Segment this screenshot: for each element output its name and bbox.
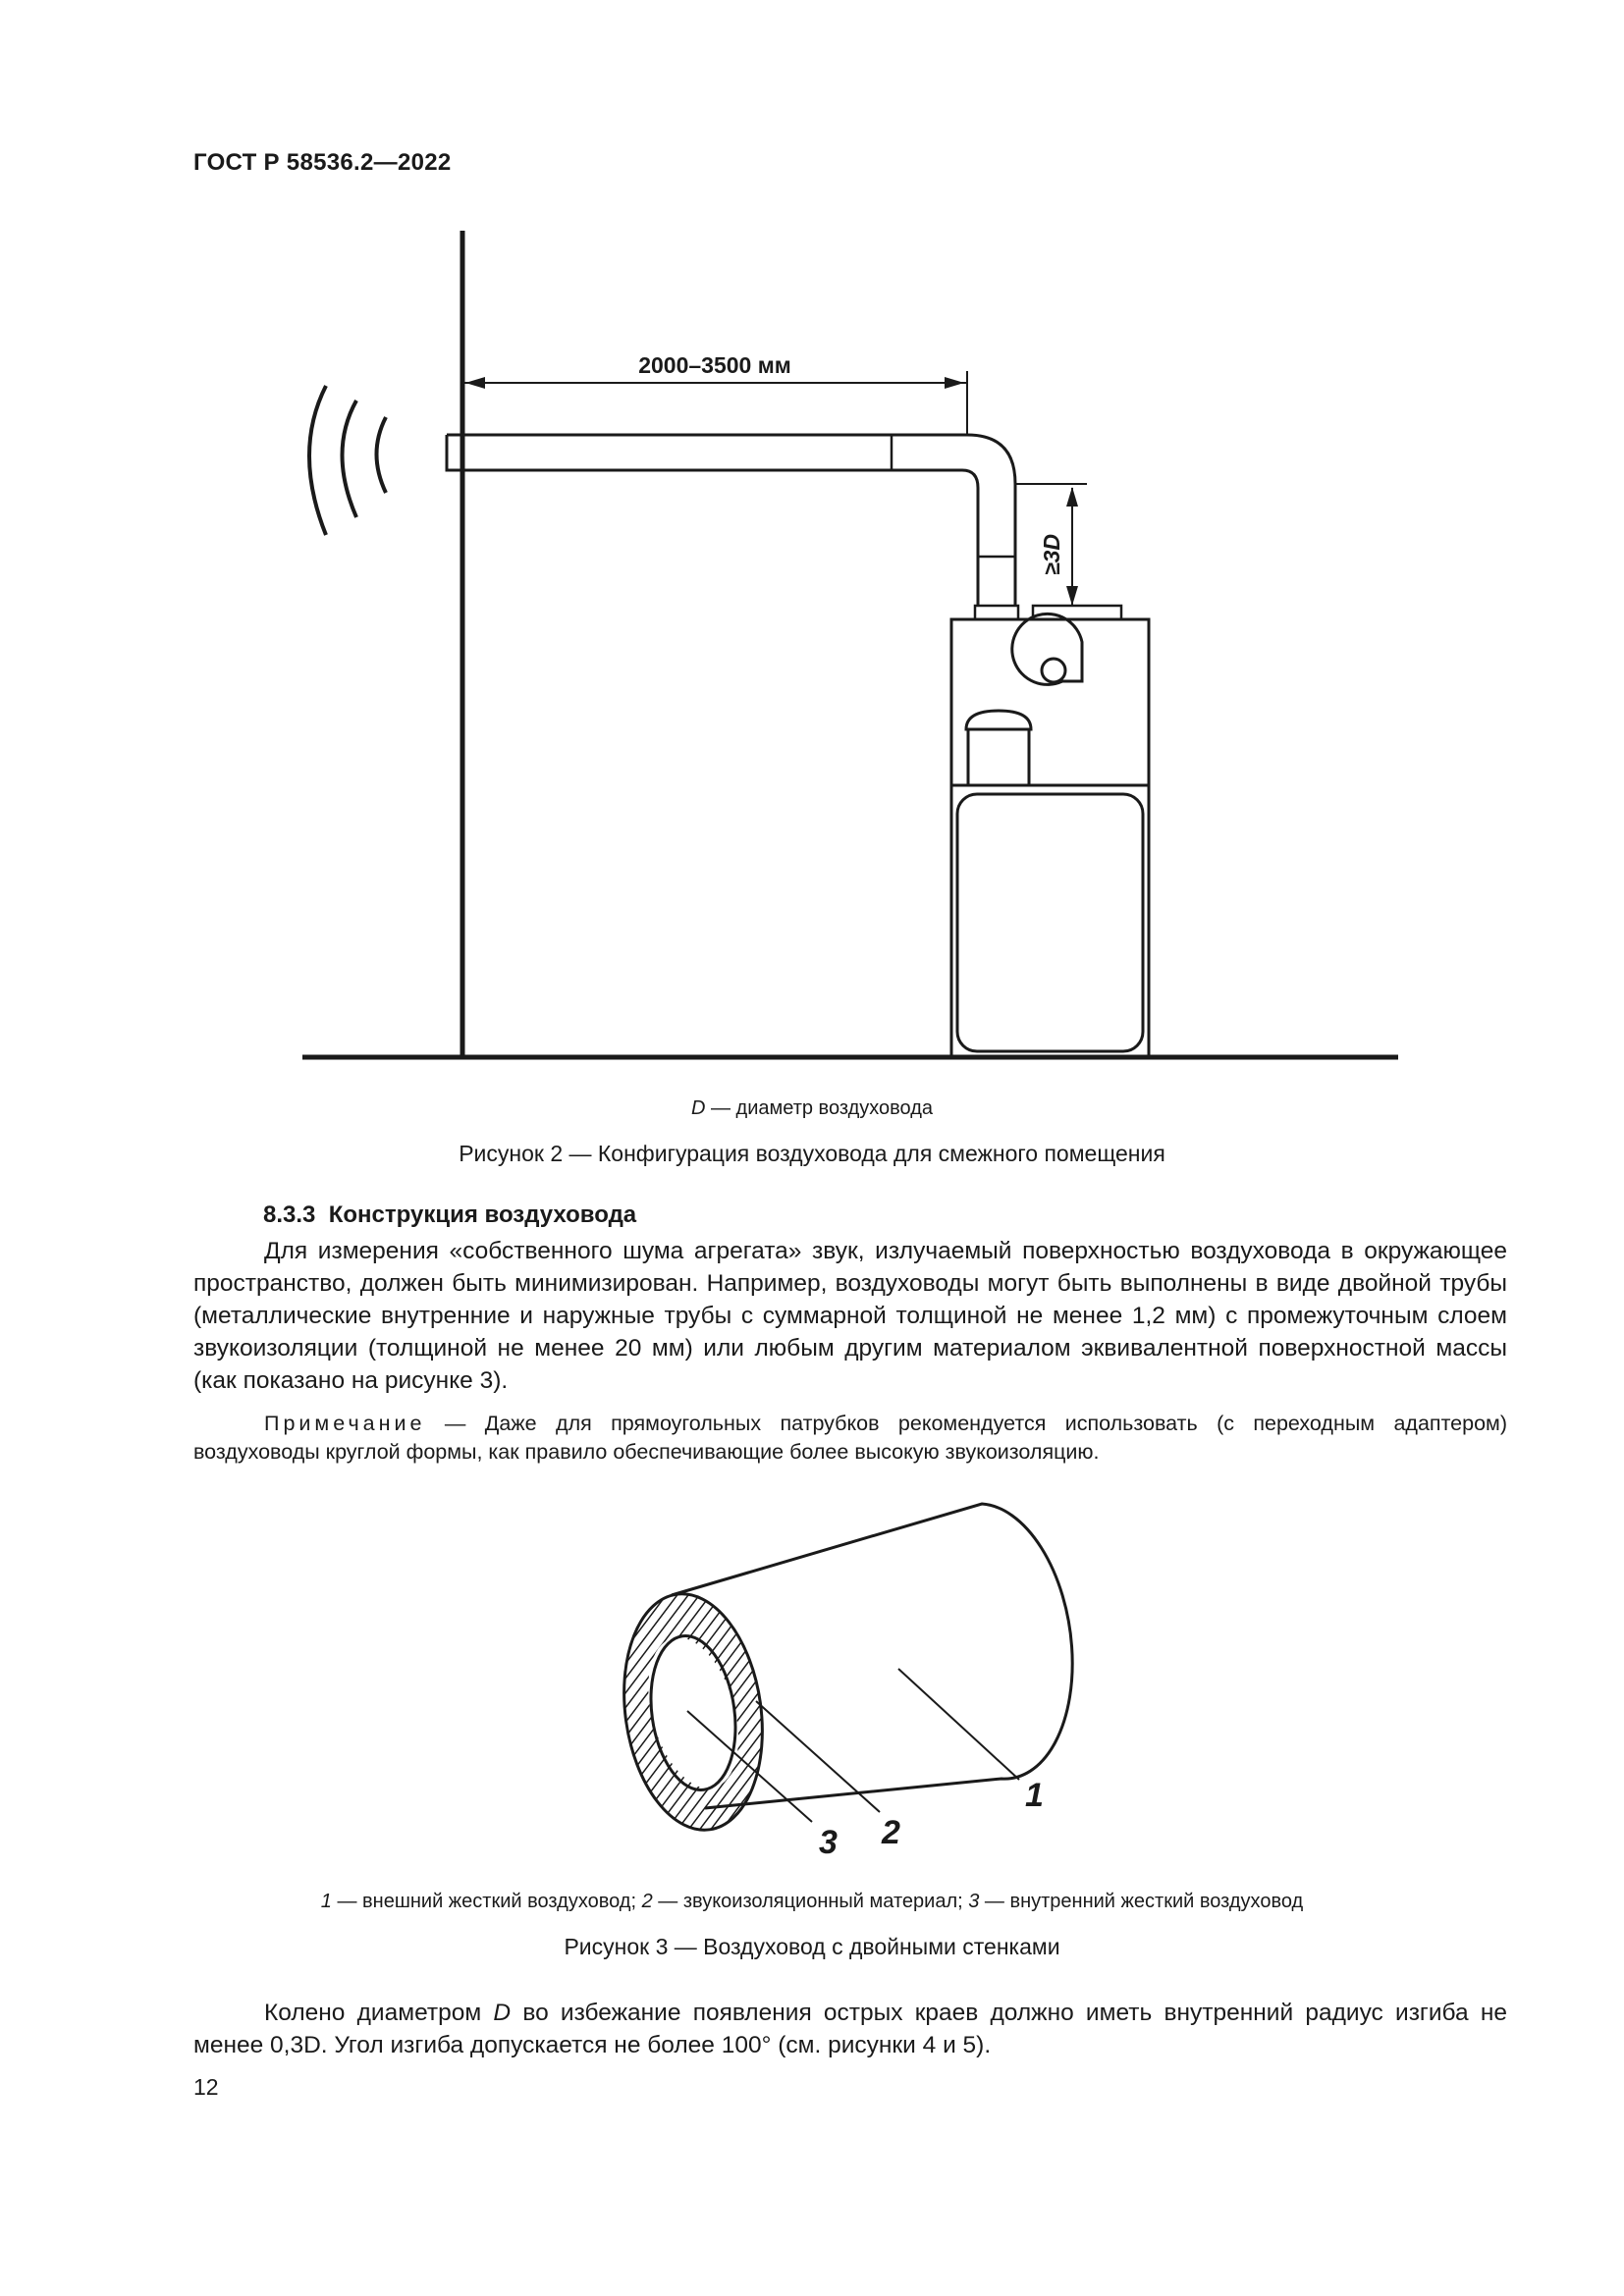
document-header: ГОСТ Р 58536.2—2022 xyxy=(193,149,452,176)
motor-icon xyxy=(966,711,1031,785)
fan-icon xyxy=(1012,614,1082,684)
sound-wave-icon xyxy=(309,386,326,535)
figure-2-duct-configuration xyxy=(0,0,1624,1080)
section-title: 8.3.3 Конструкция воздуховода xyxy=(263,1201,637,1228)
closing-paragraph: Колено диаметром D во избежание появления острых краев должно иметь внутренний радиус изгиба не менее 0,3D. Угол изгиба допускается не более 100° (см. рисунки 4 и 5). xyxy=(193,2000,1507,2058)
callout-2: 2 xyxy=(882,1814,900,1851)
height-label: ≥3D xyxy=(1039,533,1064,575)
horizontal-duct xyxy=(447,435,1015,606)
section-paragraph: Для измерения «собственного шума агрегата» звук, излучаемый поверхностью воздуховода в окружающее пространство, должен быть минимизирован. Например, воздуховоды могут быть выполнены в виде двойной трубы (металлические внутренние и наружные трубы с суммарной толщиной не менее 1,2 мм) с промежуточным слоем звукоизоляции (толщиной не менее 20 мм) или любым другим материалом эквивалентной поверхностной массы (как показано на рисунке 3). xyxy=(193,1238,1507,1394)
callout-1: 1 xyxy=(1025,1777,1044,1814)
figure-3-caption: Рисунок 3 — Воздуховод с двойными стенками xyxy=(564,1934,1060,1959)
figure-2-caption: Рисунок 2 — Конфигурация воздуховода для смежного помещения xyxy=(459,1141,1165,1166)
callout-3: 3 xyxy=(819,1824,838,1861)
figure-3-legend: 1 — внешний жесткий воздуховод; 2 — звукоизоляционный материал; 3 — внутренний жесткий воздуховод xyxy=(320,1891,1304,1912)
figure-3-double-wall-duct xyxy=(0,1472,1624,1885)
dimension-label: 2000–3500 мм xyxy=(638,352,791,378)
figure-2-legend: D — диаметр воздуховода xyxy=(690,1097,934,1119)
note-label: Примечание xyxy=(264,1412,426,1435)
page-number: 12 xyxy=(193,2074,219,2100)
note: Примечание — Даже для прямоугольных патрубков рекомендуется использовать (с переходным адаптером) воздуховоды круглой формы, как правило обеспечивающие более высокую звукоизоляцию. xyxy=(193,1412,1507,1464)
